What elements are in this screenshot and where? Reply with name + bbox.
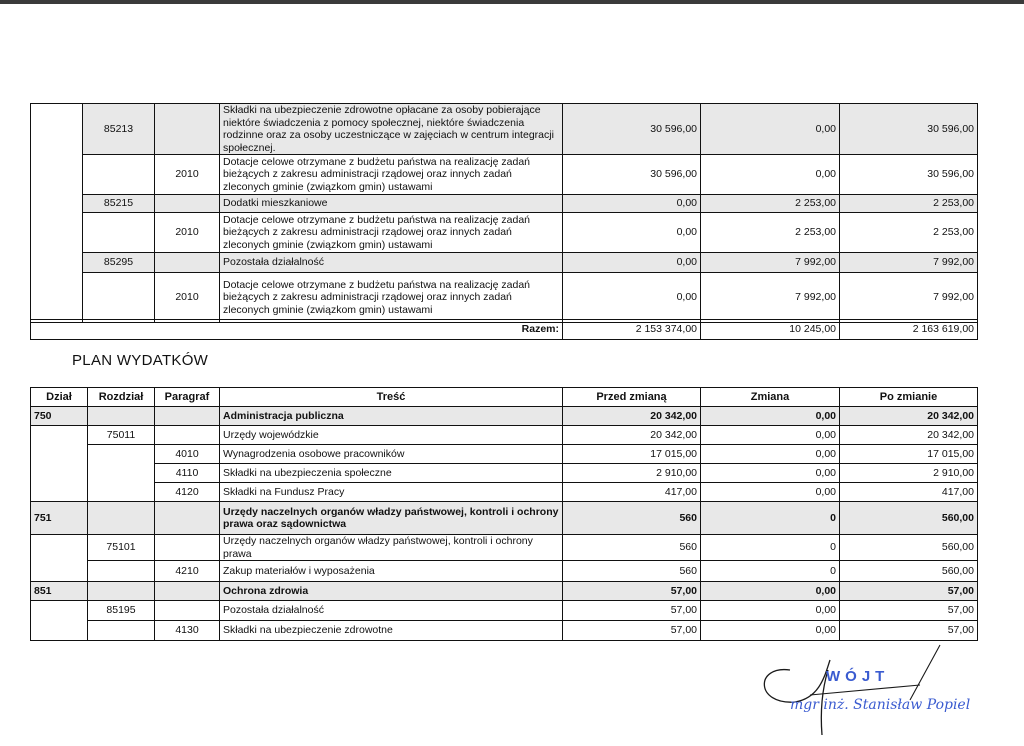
- paragraf-cell: 2010: [155, 213, 220, 253]
- tresc-cell: Urzędy naczelnych organów władzy państwowej, kontroli i ochrony prawa oraz sądownictwa: [220, 502, 563, 535]
- tresc-cell: Administracja publiczna: [220, 407, 563, 426]
- razem-total-row: [30, 319, 978, 340]
- tresc-cell: Zakup materiałów i wyposażenia: [220, 561, 563, 582]
- expense-row: [31, 621, 978, 641]
- przed-cell: 0,00: [563, 253, 701, 273]
- rozdzial-cell: 85213: [83, 104, 155, 155]
- przed-cell: 2 910,00: [563, 464, 701, 483]
- przed-cell: 57,00: [563, 582, 701, 601]
- paragraf-cell: [155, 582, 220, 601]
- po-cell: 30 596,00: [840, 155, 978, 195]
- zmiana-cell: 0,00: [701, 426, 840, 445]
- income-row: [31, 155, 978, 195]
- tresc-cell: Dodatki mieszkaniowe: [220, 195, 563, 213]
- paragraf-cell: [155, 502, 220, 535]
- income-row: [31, 195, 978, 213]
- header-tresc: Treść: [220, 388, 563, 407]
- przed-cell: 560: [563, 502, 701, 535]
- przed-cell: 20 342,00: [563, 407, 701, 426]
- expense-row: [31, 426, 978, 445]
- paragraf-cell: 2010: [155, 273, 220, 323]
- przed-cell: 20 342,00: [563, 426, 701, 445]
- paragraf-cell: 4120: [155, 483, 220, 502]
- zmiana-cell: 0,00: [701, 445, 840, 464]
- tresc-cell: Wynagrodzenia osobowe pracowników: [220, 445, 563, 464]
- po-cell: 560,00: [840, 561, 978, 582]
- income-row: [31, 104, 978, 155]
- rozdzial-cell: [88, 502, 155, 535]
- tresc-cell: Dotacje celowe otrzymane z budżetu państwa na realizację zadań bieżących z zakresu administracji rządowej oraz innych zadań zleconych gminie (związkom gmin) ustawami: [220, 273, 563, 323]
- header-zmiana: Zmiana: [701, 388, 840, 407]
- po-cell: 57,00: [840, 582, 978, 601]
- paragraf-cell: 4210: [155, 561, 220, 582]
- zmiana-cell: 0,00: [701, 104, 840, 155]
- razem-zmiana: 10 245,00: [701, 320, 840, 340]
- tresc-cell: Dotacje celowe otrzymane z budżetu państwa na realizację zadań bieżących z zakresu administracji rządowej oraz innych zadań zleconych gminie (związkom gmin) ustawami: [220, 213, 563, 253]
- zmiana-cell: 0,00: [701, 621, 840, 641]
- rozdzial-cell: 85215: [83, 195, 155, 213]
- przed-cell: 417,00: [563, 483, 701, 502]
- paragraf-cell: [155, 407, 220, 426]
- przed-cell: 0,00: [563, 213, 701, 253]
- expense-row: [31, 445, 978, 464]
- dzial-cell: 851: [31, 582, 88, 601]
- zmiana-cell: 7 992,00: [701, 273, 840, 323]
- przed-cell: 0,00: [563, 195, 701, 213]
- expenses-table: [30, 387, 978, 641]
- expense-row: [31, 561, 978, 582]
- po-cell: 20 342,00: [840, 407, 978, 426]
- header-dzial: Dział: [31, 388, 88, 407]
- dzial-cell: 751: [31, 502, 88, 535]
- zmiana-cell: 2 253,00: [701, 195, 840, 213]
- po-cell: 7 992,00: [840, 253, 978, 273]
- dzial-cell: 750: [31, 407, 88, 426]
- tresc-cell: Składki na ubezpieczenia społeczne: [220, 464, 563, 483]
- po-cell: 7 992,00: [840, 273, 978, 323]
- zmiana-cell: 2 253,00: [701, 213, 840, 253]
- income-row: [31, 253, 978, 273]
- header-rozdzial: Rozdział: [88, 388, 155, 407]
- przed-cell: 30 596,00: [563, 104, 701, 155]
- po-cell: 57,00: [840, 601, 978, 621]
- tresc-cell: Ochrona zdrowia: [220, 582, 563, 601]
- razem-przed: 2 153 374,00: [563, 320, 701, 340]
- paragraf-cell: [155, 104, 220, 155]
- tresc-cell: Składki na ubezpieczenie zdrowotne: [220, 621, 563, 641]
- expenses-header-row: [31, 388, 978, 407]
- przed-cell: 57,00: [563, 601, 701, 621]
- przed-cell: 560: [563, 561, 701, 582]
- header-po: Po zmianie: [840, 388, 978, 407]
- tresc-cell: Urzędy wojewódzkie: [220, 426, 563, 445]
- przed-cell: 30 596,00: [563, 155, 701, 195]
- tresc-cell: Urzędy naczelnych organów władzy państwowej, kontroli i ochrony prawa: [220, 535, 563, 561]
- income-left-margin: [31, 104, 83, 323]
- rozdzial-cell: [88, 561, 155, 582]
- paragraf-cell: [155, 253, 220, 273]
- income-table: [30, 103, 978, 323]
- przed-cell: 0,00: [563, 273, 701, 323]
- zmiana-cell: 0,00: [701, 483, 840, 502]
- expense-row: [31, 407, 978, 426]
- paragraf-cell: [155, 426, 220, 445]
- dzial-cell: [31, 535, 88, 582]
- expense-row: [31, 535, 978, 561]
- tresc-cell: Składki na ubezpieczenie zdrowotne opłacane za osoby pobierające niektóre świadczenia z pomocy społecznej, niektóre świadczenia rodzinne oraz za osoby uczestniczące w zajęciach w centrum integracji społecznej.: [220, 104, 563, 155]
- income-table-body: [31, 104, 978, 323]
- razem-po: 2 163 619,00: [840, 320, 978, 340]
- rozdzial-cell: 85195: [88, 601, 155, 621]
- rozdzial-cell: 85295: [83, 253, 155, 273]
- paragraf-cell: 4110: [155, 464, 220, 483]
- po-cell: 30 596,00: [840, 104, 978, 155]
- po-cell: 417,00: [840, 483, 978, 502]
- tresc-cell: Dotacje celowe otrzymane z budżetu państwa na realizację zadań bieżących z zakresu administracji rządowej oraz innych zadań zleconych gminie (związkom gmin) ustawami: [220, 155, 563, 195]
- expenses-table-body: [31, 407, 978, 641]
- tresc-cell: Pozostała działalność: [220, 601, 563, 621]
- paragraf-cell: 4010: [155, 445, 220, 464]
- income-row: [31, 213, 978, 253]
- tresc-cell: Pozostała działalność: [220, 253, 563, 273]
- rozdzial-cell: 75101: [88, 535, 155, 561]
- zmiana-cell: 0: [701, 535, 840, 561]
- przed-cell: 560: [563, 535, 701, 561]
- zmiana-cell: 7 992,00: [701, 253, 840, 273]
- po-cell: 17 015,00: [840, 445, 978, 464]
- signature-mark: [750, 640, 990, 740]
- zmiana-cell: 0,00: [701, 155, 840, 195]
- expense-row: [31, 601, 978, 621]
- stamp-name: mgr inż. Stanisław Popiel: [790, 697, 971, 713]
- przed-cell: 57,00: [563, 621, 701, 641]
- zmiana-cell: 0,00: [701, 582, 840, 601]
- expense-row: [31, 483, 978, 502]
- rozdzial-cell: 75011: [88, 426, 155, 445]
- stamp-title: WÓJT: [826, 668, 890, 685]
- razem-label: Razem:: [31, 320, 563, 340]
- rozdzial-cell: [83, 273, 155, 323]
- income-row: [31, 273, 978, 323]
- po-cell: 2 253,00: [840, 213, 978, 253]
- tresc-cell: Składki na Fundusz Pracy: [220, 483, 563, 502]
- rozdzial-cell: [88, 445, 155, 502]
- paragraf-cell: 4130: [155, 621, 220, 641]
- po-cell: 560,00: [840, 535, 978, 561]
- zmiana-cell: 0,00: [701, 407, 840, 426]
- plan-wydatkow-title: PLAN WYDATKÓW: [72, 352, 209, 369]
- paragraf-cell: [155, 601, 220, 621]
- zmiana-cell: 0: [701, 502, 840, 535]
- dzial-cell: [31, 601, 88, 641]
- header-paragraf: Paragraf: [155, 388, 220, 407]
- zmiana-cell: 0: [701, 561, 840, 582]
- expense-row: [31, 502, 978, 535]
- po-cell: 2 253,00: [840, 195, 978, 213]
- przed-cell: 17 015,00: [563, 445, 701, 464]
- po-cell: 20 342,00: [840, 426, 978, 445]
- po-cell: 560,00: [840, 502, 978, 535]
- paragraf-cell: 2010: [155, 155, 220, 195]
- rozdzial-cell: [83, 213, 155, 253]
- paragraf-cell: [155, 535, 220, 561]
- rozdzial-cell: [88, 582, 155, 601]
- paragraf-cell: [155, 195, 220, 213]
- dzial-cell: [31, 426, 88, 502]
- rozdzial-cell: [88, 407, 155, 426]
- rozdzial-cell: [83, 155, 155, 195]
- expense-row: [31, 464, 978, 483]
- header-przed: Przed zmianą: [563, 388, 701, 407]
- rozdzial-cell: [88, 621, 155, 641]
- top-border-line: [0, 0, 1024, 4]
- zmiana-cell: 0,00: [701, 464, 840, 483]
- zmiana-cell: 0,00: [701, 601, 840, 621]
- expense-row: [31, 582, 978, 601]
- po-cell: 2 910,00: [840, 464, 978, 483]
- po-cell: 57,00: [840, 621, 978, 641]
